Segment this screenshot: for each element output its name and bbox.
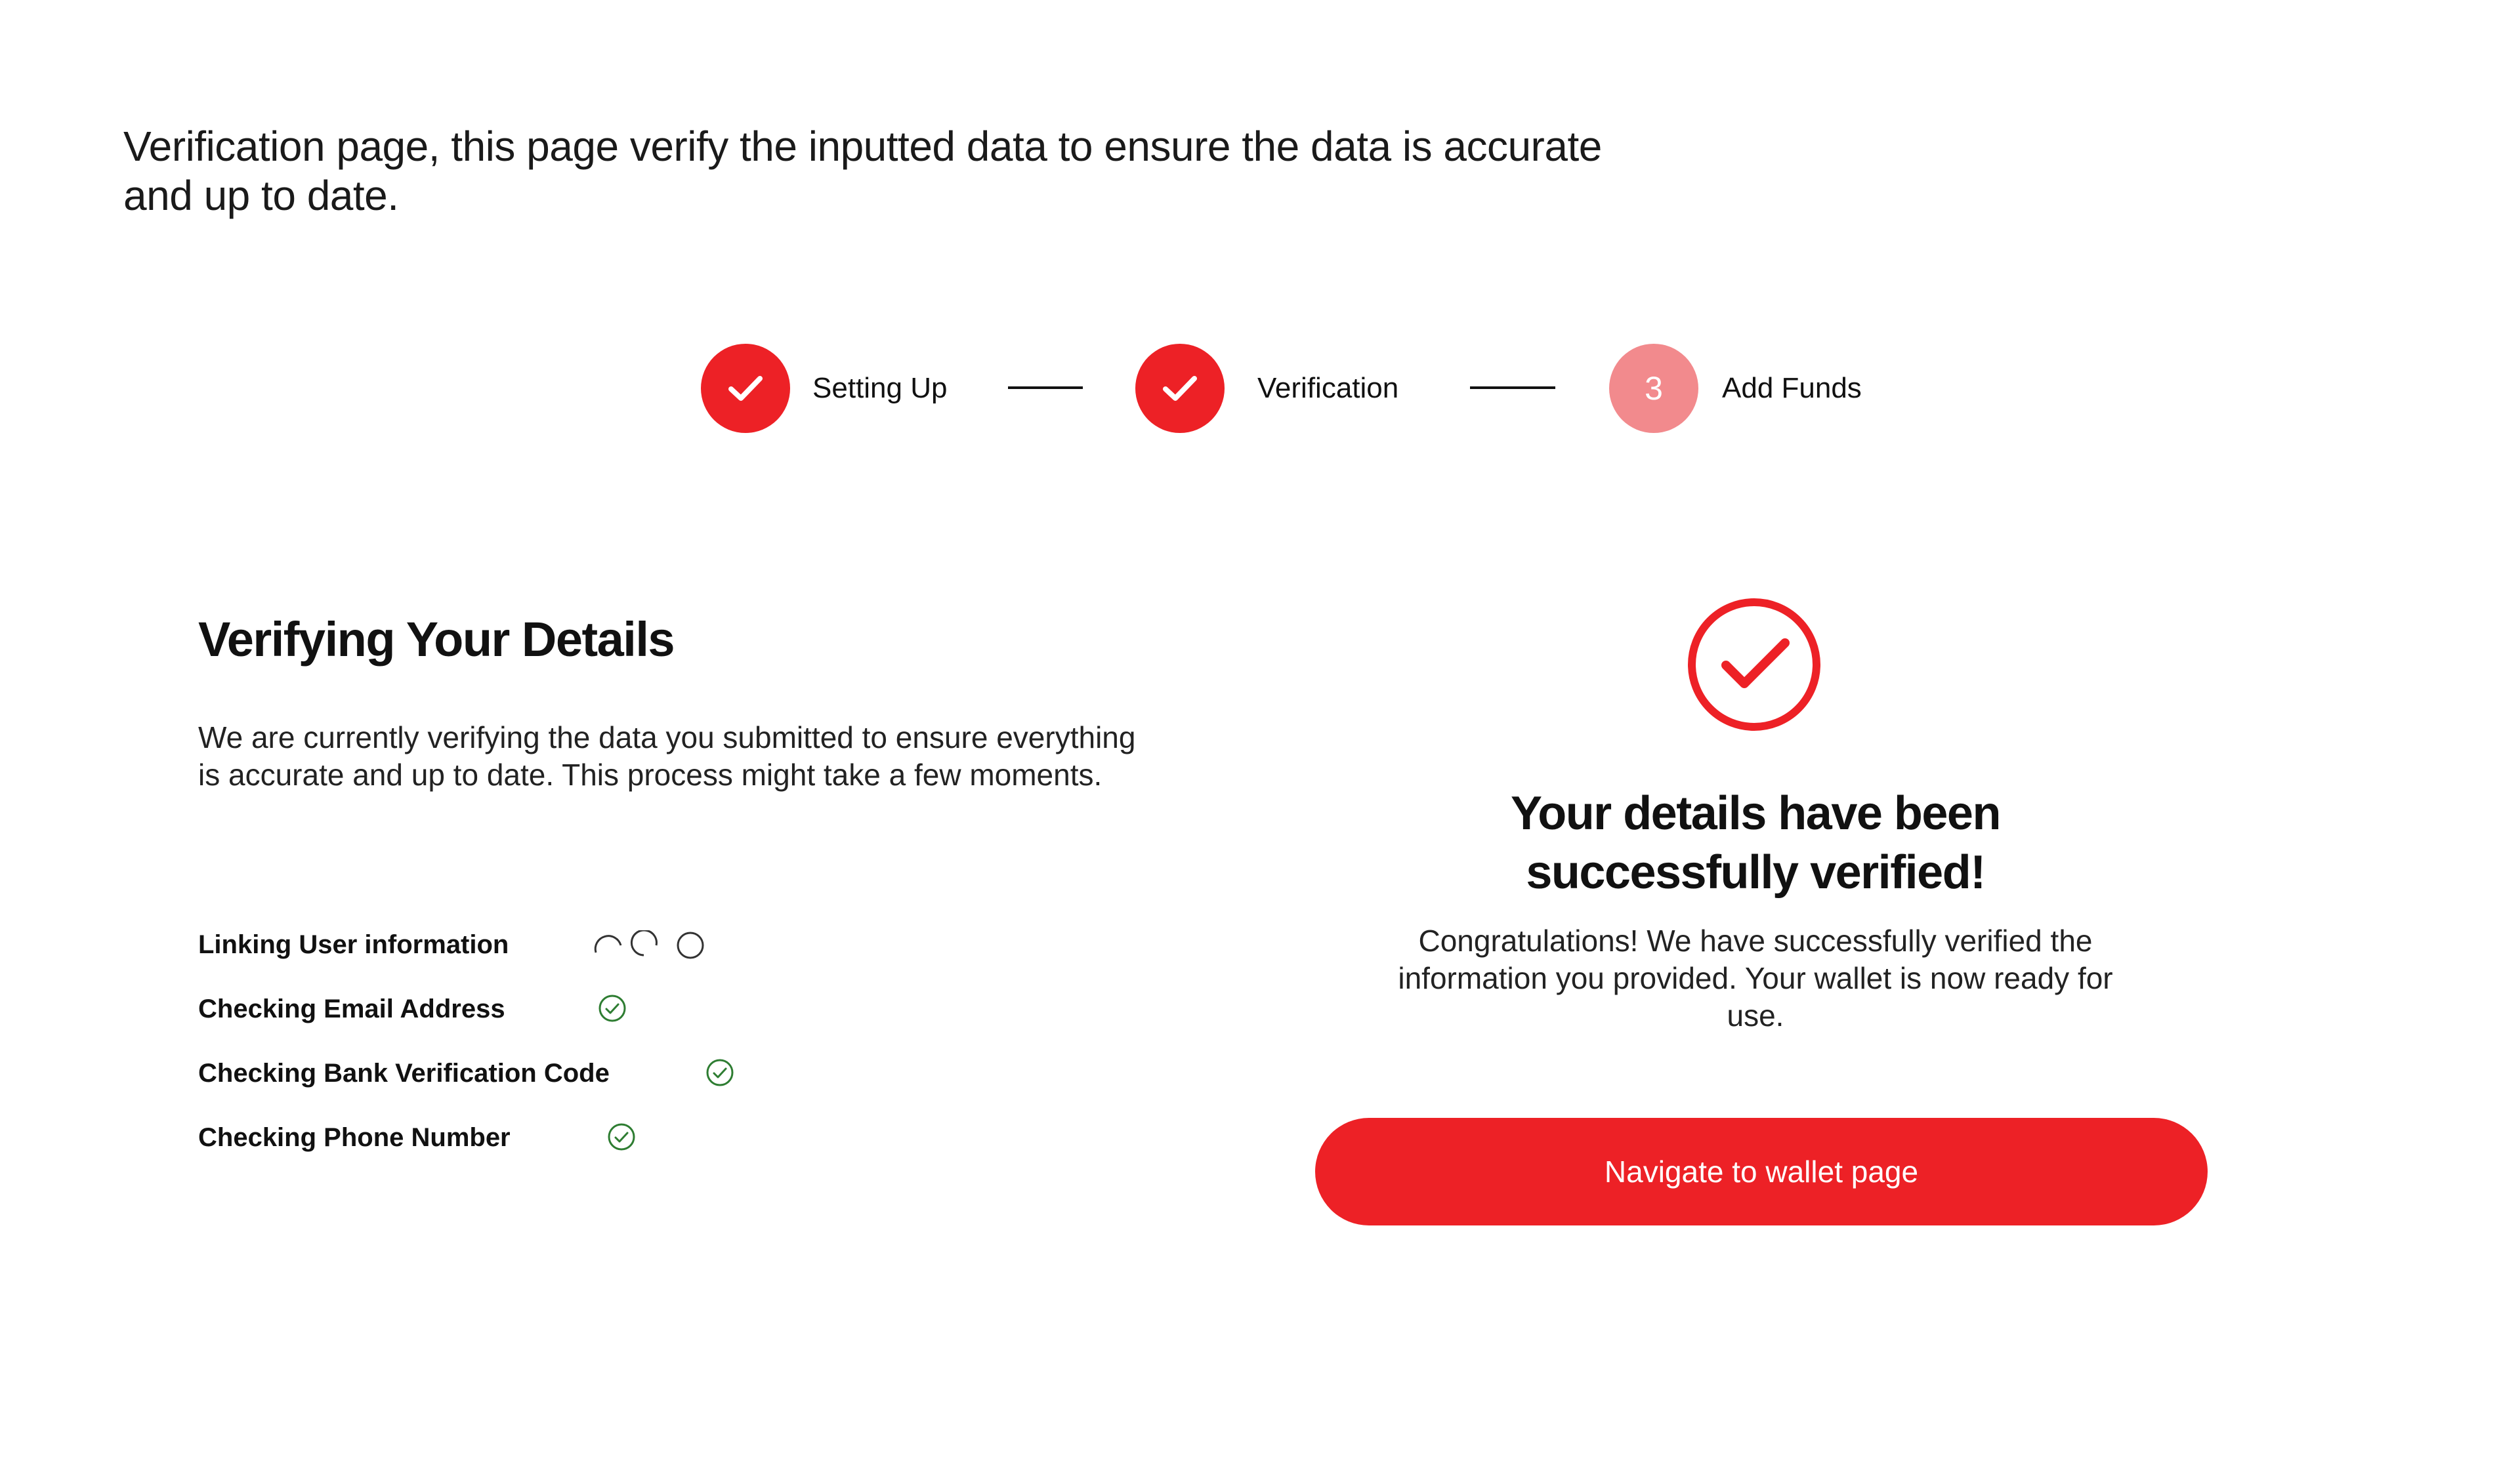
step-connector-1 — [1008, 386, 1083, 389]
check-row-bank-code — [198, 1054, 610, 1093]
step-3-number: 3 — [1645, 370, 1663, 407]
check-row-phone — [198, 1118, 511, 1157]
verifying-description: We are currently verifying the data you submitted to ensure everything is accurate and up to date. This process might take a few moments. — [198, 720, 1136, 792]
verifying-title: Verifying Your Details — [198, 612, 675, 667]
success-check-circle-icon — [1687, 597, 1822, 732]
check-row-user-info — [198, 925, 509, 964]
step-3-label: Add Funds — [1722, 372, 1862, 404]
loading-dots-icon — [593, 930, 718, 960]
step-2-complete-indicator — [1135, 344, 1225, 433]
check-label: Checking Email Address — [198, 994, 505, 1023]
check-row-email — [198, 989, 505, 1029]
page-description: Verification page, this page verify the inputted data to ensure the data is accurate and up to date. — [123, 123, 1602, 219]
step-2-label: Verification — [1257, 372, 1399, 404]
step-3-pending-indicator — [1609, 344, 1698, 433]
check-label: Checking Phone Number — [198, 1122, 511, 1152]
success-message: Congratulations! We have successfully verified the information you provided. Your wallet is now ready for use. — [1398, 924, 2113, 1033]
check-circle-icon — [606, 1122, 637, 1152]
step-1-label: Setting Up — [812, 372, 948, 404]
check-label: Linking User information — [198, 930, 509, 959]
success-title-line-2: successfully verified! — [1526, 846, 1985, 899]
step-1-complete-indicator — [701, 344, 790, 433]
check-icon — [1159, 367, 1201, 409]
success-title-line-1: Your details have been — [1511, 787, 2000, 840]
check-circle-icon — [705, 1058, 735, 1088]
check-icon — [724, 367, 766, 409]
success-title — [1385, 784, 2126, 902]
check-circle-icon — [597, 993, 627, 1023]
step-connector-2 — [1470, 386, 1555, 389]
navigate-to-wallet-button[interactable]: Navigate to wallet page — [1315, 1118, 2208, 1225]
check-label: Checking Bank Verification Code — [198, 1058, 610, 1088]
